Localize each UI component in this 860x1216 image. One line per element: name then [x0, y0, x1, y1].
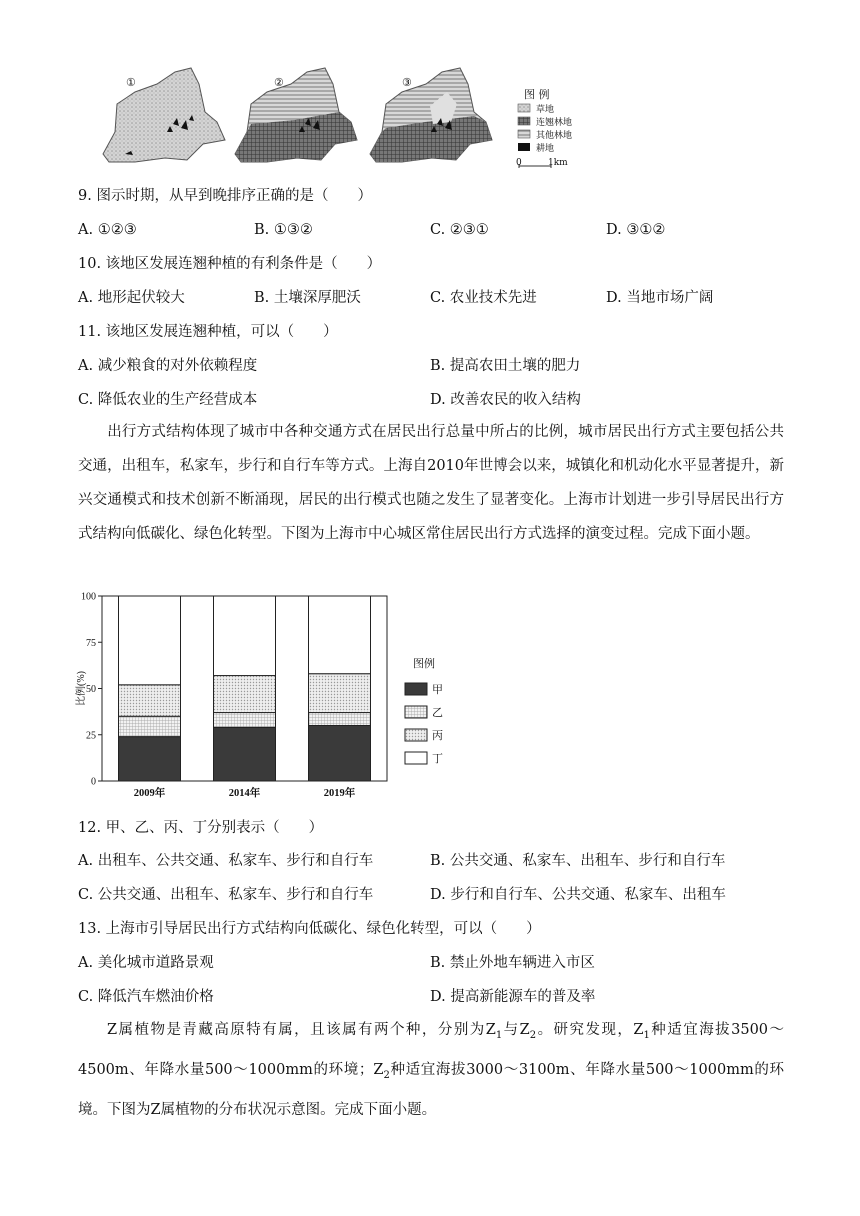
map-legend-title: 图 例: [524, 88, 550, 101]
bar-segment-丁-2019年: [309, 596, 371, 674]
bar-segment-乙-2019年: [309, 713, 371, 726]
passage-z-text-4: 种适宜海拔3500～4500m、年降水量500～1000mm的环境；Z: [78, 1022, 784, 1078]
passage-z-genus: [78, 1013, 784, 1127]
y-tick-label: 25: [86, 730, 96, 742]
y-tick-label: 0: [91, 776, 96, 788]
question-13-stem: 13. 上海市引导居民出行方式结构向低碳化、绿色化转型，可以（ ）: [78, 921, 541, 937]
x-tick-label: 2014年: [228, 788, 261, 799]
passage-z-text-1: Z属植物是青藏高原特有属，且该属有两个种，分别为Z: [107, 1022, 496, 1038]
question-9-option-b[interactable]: B. ①③②: [254, 222, 313, 238]
map-1: [103, 68, 225, 162]
passage-z-text-2: 与Z: [502, 1022, 530, 1038]
legend-swatch-farmland: [518, 143, 530, 151]
chart-legend-swatch-甲: [405, 683, 427, 695]
question-12-option-a[interactable]: A. 出租车、公共交通、私家车、步行和自行车: [78, 853, 374, 869]
chart-legend-title: 图例: [413, 658, 435, 670]
passage-travel-structure: [78, 415, 784, 551]
question-10-option-d[interactable]: D. 当地市场广阔: [606, 290, 714, 306]
question-10-stem: 10. 该地区发展连翘种植的有利条件是（ ）: [78, 256, 382, 272]
legend-swatch-other-forest: [518, 130, 530, 138]
question-12-option-b[interactable]: B. 公共交通、私家车、出租车、步行和自行车: [430, 853, 726, 869]
question-13-option-a[interactable]: A. 美化城市道路景观: [78, 955, 214, 971]
subscript-4: 2: [383, 1069, 390, 1081]
chart-legend-swatch-丁: [405, 752, 427, 764]
question-12-option-d[interactable]: D. 步行和自行车、公共交通、私家车、出租车: [430, 887, 726, 903]
bar-segment-丙-2009年: [119, 685, 181, 716]
bar-segment-丙-2019年: [309, 674, 371, 713]
chart-legend-label-丙: 丙: [432, 730, 443, 742]
question-13-option-c[interactable]: C. 降低汽车燃油价格: [78, 989, 214, 1005]
chart-legend-label-乙: 乙: [432, 707, 443, 719]
map-legend-other-forest: 其他林地: [536, 131, 573, 141]
legend-swatch-grass: [518, 104, 530, 112]
question-9-option-d[interactable]: D. ③①②: [606, 222, 666, 238]
question-11-option-c[interactable]: C. 降低农业的生产经营成本: [78, 392, 258, 408]
question-9-option-a[interactable]: A. ①②③: [78, 222, 137, 238]
bar-segment-乙-2009年: [119, 716, 181, 736]
bar-segment-丁-2009年: [119, 596, 181, 685]
x-tick-label: 2019年: [323, 788, 356, 799]
chart-legend-label-甲: 甲: [432, 684, 443, 696]
question-13-option-d[interactable]: D. 提高新能源车的普及率: [430, 989, 596, 1005]
map-label-2: ②: [274, 76, 284, 89]
travel-mode-stacked-bar-chart: [72, 585, 492, 807]
bar-segment-丁-2014年: [214, 596, 276, 676]
map-legend-forsythia: 连翘林地: [536, 118, 573, 128]
map-legend-farmland: 耕地: [536, 144, 555, 154]
question-10-option-b[interactable]: B. 土壤深厚肥沃: [254, 290, 361, 306]
bar-segment-甲-2019年: [309, 726, 371, 782]
map-legend-grass: 草地: [536, 105, 555, 115]
subscript-2: 2: [529, 1029, 537, 1041]
y-tick-label: 100: [81, 591, 96, 603]
passage-z-text-3: 。研究发现，Z: [536, 1022, 644, 1038]
map-2: [235, 68, 357, 162]
chart-legend-swatch-乙: [405, 706, 427, 718]
x-tick-label: 2009年: [133, 788, 166, 799]
question-11-stem: 11. 该地区发展连翘种植，可以（ ）: [78, 324, 338, 340]
y-tick-label: 75: [86, 637, 96, 649]
subscript-1: 1: [495, 1029, 503, 1041]
y-axis-label: 比例(%): [76, 671, 87, 706]
bar-segment-丙-2014年: [214, 676, 276, 713]
question-9-option-c[interactable]: C. ②③①: [430, 222, 489, 238]
subscript-3: 1: [643, 1029, 650, 1041]
scale-bar: [519, 164, 551, 168]
question-11-option-d[interactable]: D. 改善农民的收入结构: [430, 392, 581, 408]
map-3: [370, 68, 492, 162]
bar-segment-甲-2014年: [214, 727, 276, 781]
bar-segment-甲-2009年: [119, 737, 181, 781]
chart-legend-label-丁: 丁: [432, 753, 443, 765]
question-11-option-b[interactable]: B. 提高农田土壤的肥力: [430, 358, 581, 374]
passage-travel-structure-text: 出行方式结构体现了城市中各种交通方式在居民出行总量中所占的比例，城市居民出行方式主要包括公共交通，出租车，私家车，步行和自行车等方式。上海自2010年世博会以来，城镇化和机动化水平显著提升，新兴交通模式和技术创新不断涌现，居民的出行模式也随之发生了显著变化。上海市计划进一步引导居民出行方式结构向低碳化、绿色化转型。下图为上海市中心城区常住居民出行方式选择的演变过程。完成下面小题。: [78, 424, 784, 542]
question-13-option-b[interactable]: B. 禁止外地车辆进入市区: [430, 955, 595, 971]
bar-segment-乙-2014年: [214, 713, 276, 728]
chart-legend-swatch-丙: [405, 729, 427, 741]
question-10-option-a[interactable]: A. 地形起伏较大: [78, 290, 185, 306]
scale-zero: 0: [516, 158, 522, 168]
question-10-option-c[interactable]: C. 农业技术先进: [430, 290, 537, 306]
map-label-3: ③: [402, 76, 412, 89]
passage-z-text-5: 种适宜海拔3000～3100m、年降水量500～1000mm的环境。下图为Z属植物的分布状况示意图。完成下面小题。: [78, 1061, 784, 1118]
question-11-option-a[interactable]: A. 减少粮食的对外依赖程度: [78, 358, 258, 374]
legend-swatch-forsythia: [518, 117, 530, 125]
map-label-1: ①: [126, 76, 136, 89]
question-9-stem: 9. 图示时期，从早到晚排序正确的是（ ）: [78, 188, 372, 204]
question-12-option-c[interactable]: C. 公共交通、出租车、私家车、步行和自行车: [78, 887, 374, 903]
question-12-stem: 12. 甲、乙、丙、丁分别表示（ ）: [78, 820, 324, 836]
y-tick-label: 50: [86, 684, 96, 695]
scale-end: 1km: [548, 158, 568, 168]
